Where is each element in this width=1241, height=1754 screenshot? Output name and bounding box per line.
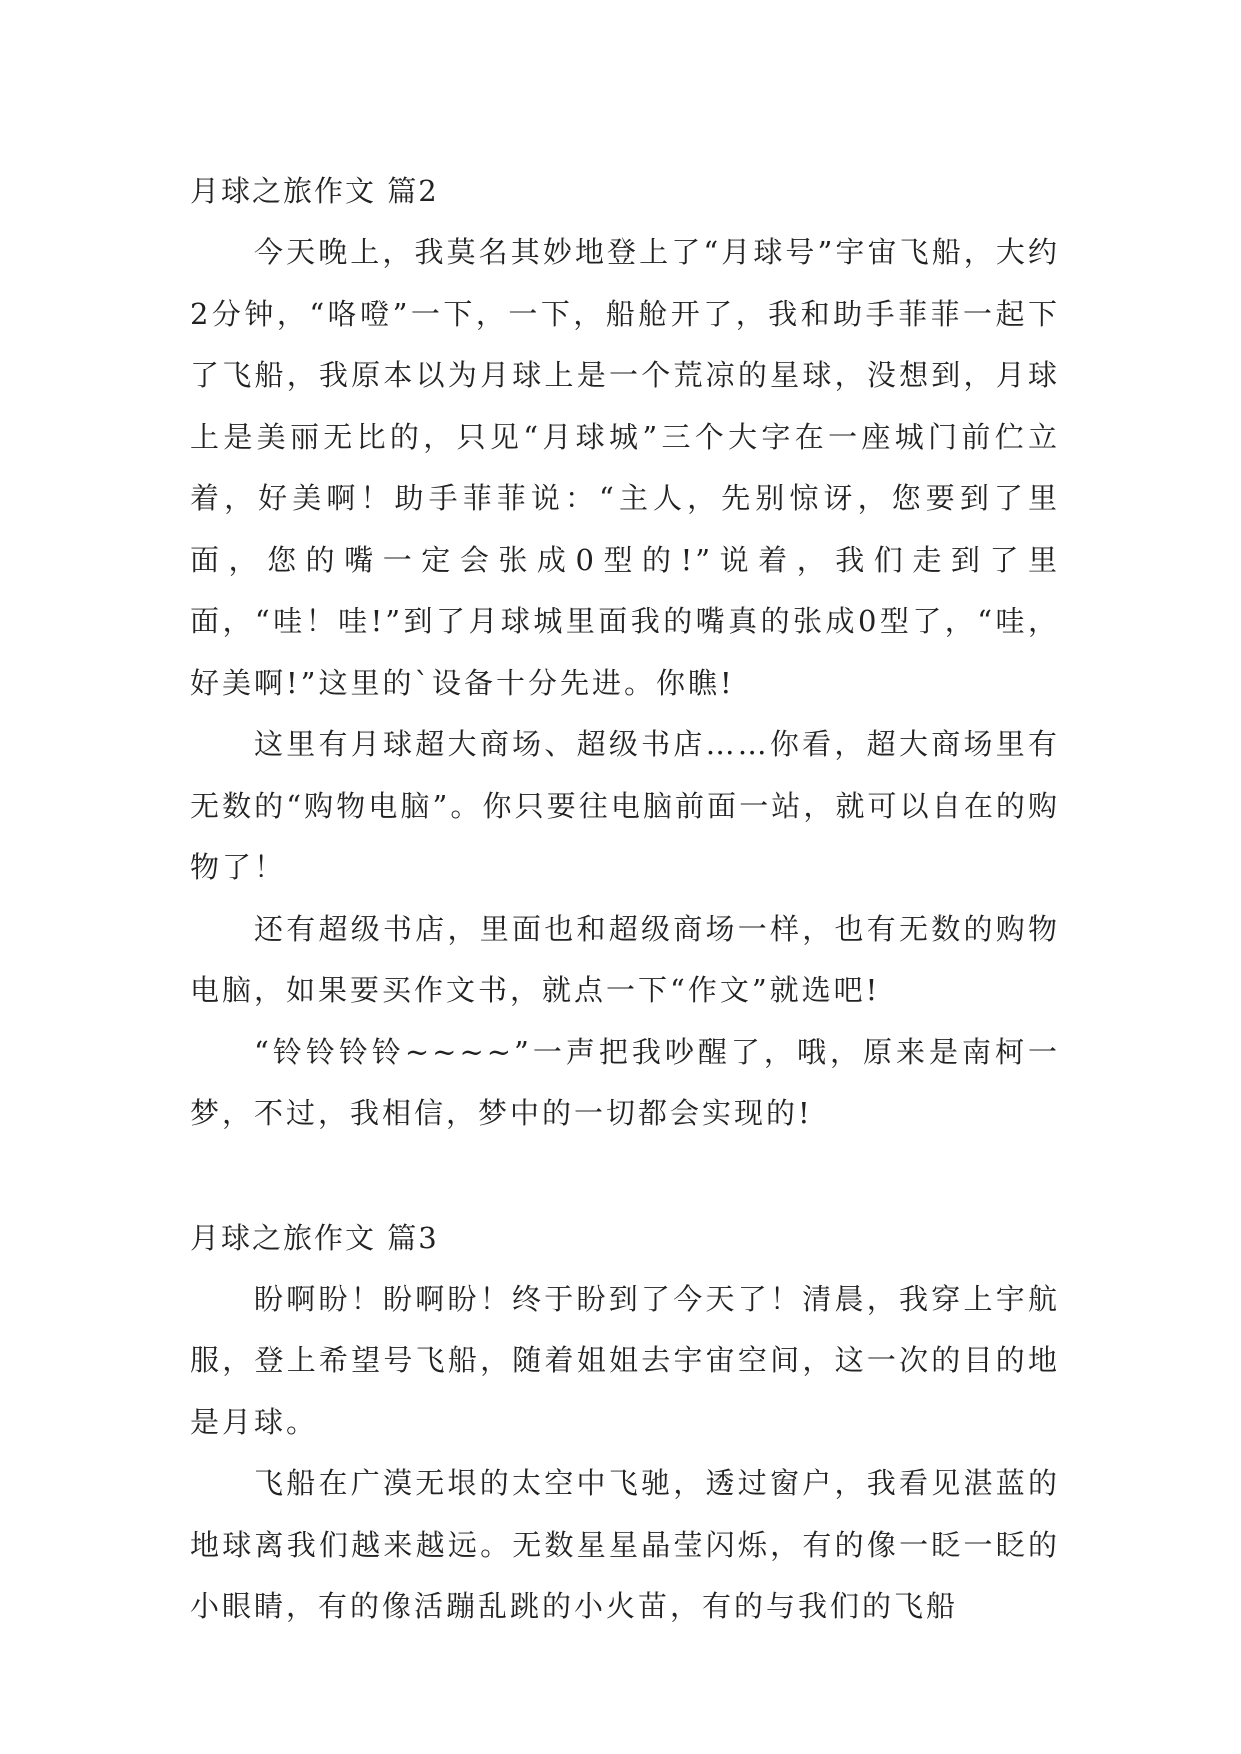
section-title: 月球之旅作文 篇3: [190, 1220, 439, 1255]
paragraph: 飞船在广漠无垠的太空中飞驰，透过窗户，我看见湛蓝的地球离我们越来越远。无数星星晶莹闪烁，有的像一眨一眨的小眼睛，有的像活蹦乱跳的小火苗，有的与我们的飞船: [190, 1466, 1060, 1623]
document-body: [190, 160, 1060, 1638]
paragraph: “铃铃铃铃~~~~”一声把我吵醒了，哦，原来是南柯一梦，不过，我相信，梦中的一切都会实现的!: [190, 1034, 1060, 1130]
paragraph: 盼啊盼！盼啊盼！终于盼到了今天了！清晨，我穿上宇航服，登上希望号飞船，随着姐姐去宇宙空间，这一次的目的地是月球。: [190, 1281, 1060, 1439]
paragraph: 还有超级书店，里面也和超级商场一样，也有无数的购物电脑，如果要买作文书，就点一下“作文”就选吧!: [190, 911, 1060, 1007]
paragraph: 这里有月球超大商场、超级书店……你看，超大商场里有无数的“购物电脑”。你只要往电脑前面一站，就可以自在的购物了！: [190, 727, 1060, 884]
section-spacer: [190, 1145, 1060, 1207]
section-title: 月球之旅作文 篇2: [190, 174, 439, 208]
paragraph: 今天晚上，我莫名其妙地登上了“月球号”宇宙飞船，大约2分钟，“咯噔”一下，一下，船舱开了，我和助手菲菲一起下了飞船，我原本以为月球上是一个荒凉的星球，没想到，月球上是美丽无比的，只见“月球城”三个大字在一座城门前伫立着，好美啊！助手菲菲说：“主人，先别惊讶，您要到了里面，您的嘴一定会张成0型的!”说着，我们走到了里面，“哇！哇!”到了月球城里面我的嘴真的张成0型了，“哇，好美啊!”这里的`设备十分先进。你瞧!: [190, 235, 1060, 700]
essay-section-3: [190, 1207, 1060, 1638]
essay-section-2: [190, 160, 1060, 1145]
